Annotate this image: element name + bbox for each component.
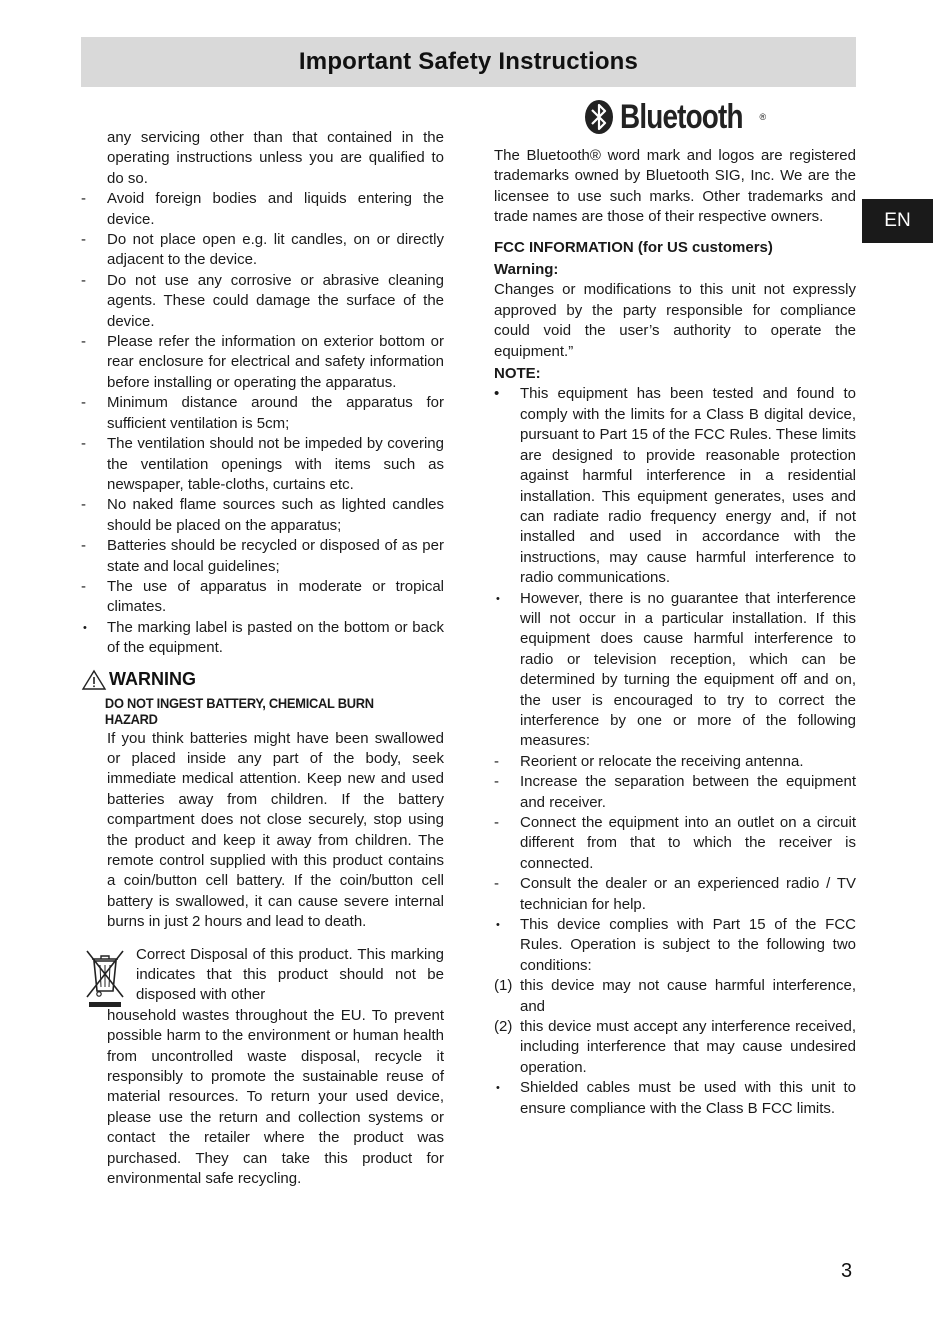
right-column xyxy=(494,92,856,1119)
list-item: - Batteries should be recycled or disposed of as per state and local guidelines; xyxy=(81,537,444,575)
list-item: - Avoid foreign bodies and liquids entering the device. xyxy=(81,190,444,228)
list-item: - Do not use any corrosive or abrasive cleaning agents. These could damage the surface of the device. xyxy=(81,271,444,330)
warning-subtitle: DO NOT INGEST BATTERY, CHEMICAL BURN HAZARD xyxy=(104,694,374,727)
disposal-intro: Correct Disposal of this product. This marking indicates that this product should not be disposed with other xyxy=(136,945,444,1004)
page-number: 3 xyxy=(841,1260,853,1282)
bluetooth-wordmark: Bluetooth xyxy=(619,97,743,136)
registered-mark: ® xyxy=(759,112,767,122)
list-item: - No naked flame sources such as lighted candles should be placed on the apparatus; xyxy=(81,496,444,534)
numbered-item: (2) this device must accept any interference received, including interference that may cause undesired operation. xyxy=(494,1018,856,1076)
bluetooth-icon xyxy=(584,99,614,135)
warning-triangle-icon xyxy=(81,669,107,691)
list-item: • However, there is no guarantee that interference will not occur in a particular installation. If this equipment does cause harmful interference to radio or television reception, which can be determined by turning the equipment off and on, the user is encouraged to try to correct the interference by one or more of the following measures: xyxy=(496,589,856,750)
list-item: - Consult the dealer or an experienced radio / TV technician for help. xyxy=(494,875,856,913)
list-item: - Do not place open e.g. lit candles, on or directly adjacent to the device. xyxy=(81,231,444,269)
list-item: - The ventilation should not be impeded by covering the ventilation openings with items such as newspaper, table-cloths, curtains etc. xyxy=(81,435,444,493)
crossed-out-bin-icon xyxy=(83,947,127,1009)
page-title: Important Safety Instructions xyxy=(298,48,639,75)
warning-body: If you think batteries might have been swallowed or placed inside any part of the body, seek immediate medical attention. Keep new and used batteries away from children. If the battery compartment does not close securely, stop using the product and keep it away from children. The remote control supplied with this product contains a coin/button cell battery. If the coin/button cell battery is swallowed, it can cause severe internal burns in just 2 hours and lead to death. xyxy=(107,729,444,931)
list-item: • The marking label is pasted on the bottom or back of the equipment. xyxy=(83,618,444,657)
list-item: - Reorient or relocate the receiving antenna. xyxy=(494,752,804,770)
language-tab: EN xyxy=(862,199,933,243)
warning-title: WARNING xyxy=(109,669,196,690)
left-column xyxy=(81,128,444,1190)
fcc-warning-text: Changes or modifications to this unit not expressly approved by the party responsible for compliance could void the user’s authority to operate the equipment.” xyxy=(494,281,856,360)
list-item: - Minimum distance around the apparatus for sufficient ventilation is 5cm; xyxy=(81,394,444,432)
numbered-item: (1) this device may not cause harmful interference, and xyxy=(494,977,856,1015)
header-bar xyxy=(81,37,856,87)
continuation-text: any servicing other than that contained in the operating instructions unless you are qualified to do so. xyxy=(107,129,444,187)
bluetooth-logo xyxy=(494,92,856,142)
list-item: - Connect the equipment into an outlet on a circuit different from that to which the receiver is connected. xyxy=(494,814,856,872)
list-item: - Please refer the information on exterior bottom or rear enclosure for electrical and safety information before installing or operating the apparatus. xyxy=(81,333,444,391)
disposal-section xyxy=(81,945,444,1190)
disposal-body: household wastes throughout the EU. To prevent possible harm to the environment or human health from uncontrolled waste disposal, recycle it responsibly to promote the sustainable reuse of material resources. To return your used device, please use the return and collection systems or contact the retailer where the product was purchased. They can take this product for environmental safe recycling. xyxy=(107,1006,444,1188)
fcc-heading: FCC INFORMATION (for US customers) xyxy=(494,238,773,256)
warning-label: Warning: xyxy=(494,261,559,279)
list-item: - Increase the separation between the equipment and receiver. xyxy=(494,773,856,811)
list-item: • Shielded cables must be used with this unit to ensure compliance with the Class B FCC limits. xyxy=(496,1079,856,1117)
list-item: • This device complies with Part 15 of the FCC Rules. Operation is subject to the following two conditions: xyxy=(496,916,856,974)
list-item: • This equipment has been tested and found to comply with the limits for a Class B digital device, pursuant to Part 15 of the FCC Rules. These limits are designed to provide reasonable protection against harmful interference in a residential installation. This equipment generates, uses and can radiate radio frequency energy and, if not installed and used in accordance with the instructions, may cause harmful interference to radio communications. xyxy=(494,385,856,587)
bluetooth-trademark-text: The Bluetooth® word mark and logos are registered trademarks owned by Bluetooth SIG, Inc. We are the licensee to use such marks. Other trademarks and trade names are those of their respective owners. xyxy=(494,147,856,226)
list-item: - The use of apparatus in moderate or tropical climates. xyxy=(81,577,444,616)
note-label: NOTE: xyxy=(494,365,541,383)
warning-heading xyxy=(81,669,444,691)
